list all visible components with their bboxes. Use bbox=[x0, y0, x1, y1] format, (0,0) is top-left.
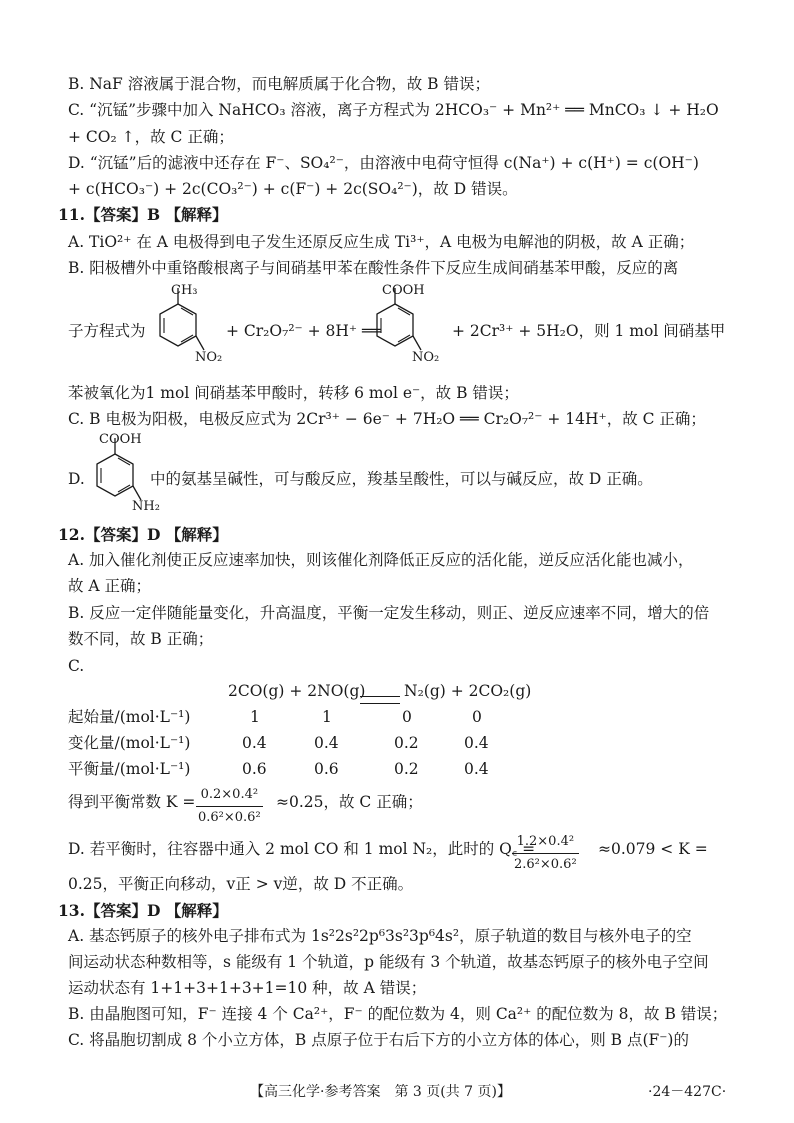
q11-equation-suffix: + 2Cr³⁺ + 5H₂O，则 1 mol 间硝基甲 bbox=[452, 322, 726, 340]
q13-heading: 13.【答案】D 【解释】 bbox=[58, 901, 228, 920]
q13-option-a-line1: A. 基态钙原子的核外电子排布式为 1s²2s²2p⁶3s²3p⁶4s²，原子轨道的数目与核外电子的空 bbox=[68, 927, 692, 945]
q11-equation-middle: + Cr₂O₇²⁻ + 8H⁺ ══ bbox=[226, 322, 381, 340]
q11-option-d-prefix: D. bbox=[68, 470, 85, 488]
table-cell: 0.4 bbox=[314, 734, 339, 752]
q10-option-b: B. NaF 溶液属于混合物，而电解质属于化合物，故 B 错误； bbox=[68, 75, 490, 93]
cooh-label-d: COOH bbox=[99, 432, 142, 447]
qc-fraction-numerator: 1.2×0.4² bbox=[512, 831, 579, 854]
no2-label-product: NO₂ bbox=[412, 350, 440, 365]
q12-option-d-line2: 0.25，平衡正向移动，v正 > v逆，故 D 不正确。 bbox=[68, 875, 414, 893]
k-expression-suffix: ≈0.25，故 C 正确； bbox=[276, 793, 423, 811]
q11-option-b-line3: 苯被氧化为1 mol 间硝基苯甲酸时，转移 6 mol e⁻，故 B 错误； bbox=[68, 384, 519, 402]
table-cell: 0.6 bbox=[242, 760, 267, 778]
table-cell: 0.4 bbox=[242, 734, 267, 752]
q10-option-c-line1: C. “沉锰”步骤中加入 NaHCO₃ 溶液，离子方程式为 2HCO₃⁻ + Mn²⁺ ══ MnCO₃ ↓ + H₂O bbox=[68, 101, 719, 119]
page-footer: 【高三化学·参考答案 第 3 页(共 7 页)】 bbox=[250, 1084, 511, 1100]
q11-equation-prefix: 子方程式为 bbox=[68, 322, 146, 340]
q11-option-d-text: 中的氨基呈碱性，可与酸反应，羧基呈酸性，可以与碱反应，故 D 正确。 bbox=[150, 470, 653, 488]
q12-option-d-prefix: D. 若平衡时，往容器中通入 2 mol CO 和 1 mol N₂，此时的 Q꜀ = bbox=[68, 840, 536, 858]
nh2-label: NH₂ bbox=[132, 499, 160, 514]
q13-option-a-line3: 运动状态有 1+1+3+1+3+1=10 种，故 A 错误； bbox=[68, 979, 427, 997]
table-cell: 0.4 bbox=[464, 734, 489, 752]
equilibrium-equation-left: 2CO(g) + 2NO(g) bbox=[228, 682, 366, 700]
reversible-arrow-icon bbox=[360, 688, 400, 710]
document-code: ·24－427C· bbox=[648, 1084, 727, 1100]
q11-option-b-line1: B. 阳极槽外中重铬酸根离子与间硝基甲苯在酸性条件下反应生成间硝基苯甲酸，反应的离 bbox=[68, 259, 679, 277]
q10-option-c-line2: + CO₂ ↑，故 C 正确； bbox=[68, 128, 234, 146]
table-cell: 0.4 bbox=[464, 760, 489, 778]
ch3-label: CH₃ bbox=[171, 283, 198, 298]
table-cell: 1 bbox=[322, 708, 332, 726]
k-fraction bbox=[196, 784, 263, 829]
cooh-label-product: COOH bbox=[382, 283, 425, 298]
q11-option-a: A. TiO²⁺ 在 A 电极得到电子发生还原反应生成 Ti³⁺，A 电极为电解池的阴极，故 A 正确； bbox=[68, 233, 695, 251]
table-row-label: 变化量/(mol·L⁻¹) bbox=[68, 734, 191, 752]
table-cell: 0.6 bbox=[314, 760, 339, 778]
table-cell: 0.2 bbox=[394, 760, 419, 778]
q12-option-b-line1: B. 反应一定伴随能量变化，升高温度，平衡一定发生移动，则正、逆反应速率不同，增大的倍 bbox=[68, 604, 710, 622]
q12-heading: 12.【答案】D 【解释】 bbox=[58, 525, 228, 544]
k-fraction-denominator: 0.6²×0.6² bbox=[198, 810, 261, 825]
table-row-label: 平衡量/(mol·L⁻¹) bbox=[68, 760, 191, 778]
q12-option-d-suffix: ≈0.079 < K = bbox=[598, 840, 708, 858]
q12-option-c-label: C. bbox=[68, 657, 85, 675]
q12-option-a-line1: A. 加入催化剂使正反应速率加快，则该催化剂降低正反应的活化能，逆反应活化能也减小， bbox=[68, 551, 694, 569]
q10-option-d-line2: + c(HCO₃⁻) + 2c(CO₃²⁻) + c(F⁻) + 2c(SO₄²⁻)，故 D 错误。 bbox=[68, 180, 518, 198]
no2-label-reactant: NO₂ bbox=[195, 350, 223, 365]
q13-option-a-line2: 间运动状态种数相等，s 能级有 1 个轨道，p 能级有 3 个轨道，故基态钙原子的核外电子空间 bbox=[68, 953, 709, 971]
table-cell: 0 bbox=[472, 708, 482, 726]
table-cell: 1 bbox=[250, 708, 260, 726]
k-expression-prefix: 得到平衡常数 K = bbox=[68, 793, 196, 811]
table-cell: 0.2 bbox=[394, 734, 419, 752]
q11-heading: 11.【答案】B 【解释】 bbox=[58, 205, 228, 224]
q11-option-c: C. B 电极为阳极，电极反应式为 2Cr³⁺ − 6e⁻ + 7H₂O ══ Cr₂O₇²⁻ + 14H⁺，故 C 正确； bbox=[68, 410, 706, 428]
q12-option-a-line2: 故 A 正确； bbox=[68, 577, 152, 595]
table-cell: 0 bbox=[402, 708, 412, 726]
table-row-label: 起始量/(mol·L⁻¹) bbox=[68, 708, 191, 726]
q10-option-d-line1: D. “沉锰”后的滤液中还存在 F⁻、SO₄²⁻，由溶液中电荷守恒得 c(Na⁺) + c(H⁺) = c(OH⁻) bbox=[68, 154, 699, 172]
k-fraction-numerator: 0.2×0.4² bbox=[196, 784, 263, 807]
equilibrium-equation-right: N₂(g) + 2CO₂(g) bbox=[404, 682, 532, 700]
q13-option-b: B. 由晶胞图可知，F⁻ 连接 4 个 Ca²⁺，F⁻ 的配位数为 4，则 Ca²⁺ 的配位数为 8，故 B 错误； bbox=[68, 1005, 728, 1023]
qc-fraction bbox=[512, 831, 579, 876]
qc-fraction-denominator: 2.6²×0.6² bbox=[514, 857, 577, 872]
q12-option-b-line2: 数不同，故 B 正确； bbox=[68, 630, 214, 648]
q13-option-c-line1: C. 将晶胞切割成 8 个小立方体，B 点原子位于右后下方的小立方体的体心，则 B 点(F⁻)的 bbox=[68, 1031, 689, 1049]
